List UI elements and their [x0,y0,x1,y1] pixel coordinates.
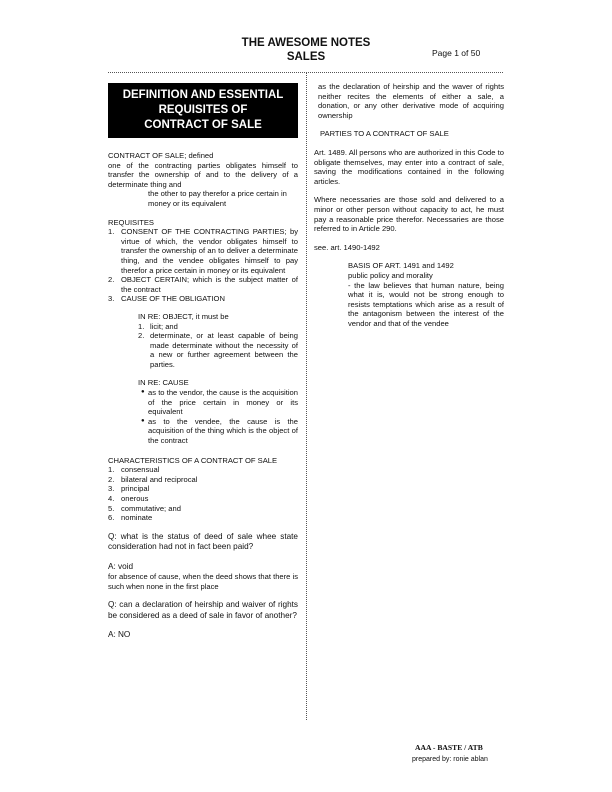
parties-heading: PARTIES TO A CONTRACT OF SALE [320,129,449,139]
necessaries-text: Where necessaries are those sold and delivered to a minor or other person without capacity to act, he must pay a reasonable price therefor. Necessaries are those referred to in Article 290. [314,195,504,234]
object-heading: IN RE: OBJECT, it must be [138,311,229,321]
title-line-2: SALES [286,51,326,63]
article-1489: Art. 1489. All persons who are authorized in this Code to obligate themselves, may enter into a contract of sale, saving the modifications contained in the following articles. [314,147,504,186]
continuation-text: as the declaration of heirship and the waver of rights neither recites the elements of either a sale, a donation, or any other derivative mode of acquiring ownership [318,82,504,120]
footer-prepared-by: prepared by: ronie ablan [412,756,488,763]
list-item: 2. determinate, or at least capable of being made determinate without the necessity of a new or further agreement between the parties. [138,331,298,369]
definition-indent: the other to pay therefor a price certain in money or its equivalent [148,189,287,208]
cause-heading: IN RE: CAUSE [138,378,189,388]
see-article: see. art. 1490-1492 [314,242,380,252]
right-column [314,82,504,328]
list-item: 6. nominate [108,513,153,523]
list-item: 4. onerous [108,494,149,503]
section-banner [108,83,298,138]
list-item: 3. principal [108,484,150,494]
list-item: 2. bilateral and reciprocal [108,474,198,484]
definition-heading: CONTRACT OF SALE; defined [108,151,214,160]
list-item: 1. CONSENT OF THE CONTRACTING PARTIES; by virtue of which, the vendor obligates himself to transfer the ownership of an to deliver a determinate thing, and the vendee obligates himself to pay therefor a price certain in money or its equivalent [108,227,298,275]
list-item: ● as to the vendor, the cause is the acquisition of the price certain in money or its equivalent [141,388,298,417]
requisites-heading: REQUISITES [108,217,154,227]
document-title [0,36,612,64]
column-divider [306,73,307,720]
basis-heading: BASIS OF ART. 1491 and 1492 [348,261,454,271]
answer-1: A: void [108,561,134,571]
basis-text: - the law believes that human nature, being what it is, would not be strong enough to resists temptations which arise as a result of the antagonism between the interest of the vendor and that of the vendee [348,280,504,328]
answer-2: A: NO [108,630,131,640]
list-item: 2. OBJECT CERTAIN; which is the subject matter of the contract [108,275,298,294]
requisites-list [108,227,298,304]
object-list [138,322,298,370]
cause-list [138,388,298,446]
title-line-1: THE AWESOME NOTES [241,37,371,49]
list-item: 1. consensual [108,465,160,475]
question-2: Q: can a declaration of heirship and waiver of rights be considered as a deed of sale in favor of another? [108,600,298,620]
basis-sub: public policy and morality [348,270,433,280]
answer-1-text: for absence of cause, when the deed shows that there is such when none in the first place [108,572,298,591]
banner-line-1: DEFINITION AND ESSENTIAL [122,89,284,101]
banner-line-3: CONTRACT OF SALE [144,119,262,131]
list-item: 1. licit; and [138,321,178,331]
definition-text: one of the contracting parties obligates himself to transfer the ownership of and to the delivery of a determinate thing and [108,160,298,189]
basis-section [314,261,504,328]
left-column [108,151,298,641]
page-number: Page 1 of 50 [432,48,481,58]
characteristics-list [108,465,298,523]
list-item: ● as to the vendee, the cause is the acquisition of the thing which is the object of the contract [141,416,298,446]
list-item: 3. CAUSE OF THE OBLIGATION [108,294,225,304]
footer-authors: AAA - BASTE / ATB [415,743,483,752]
object-section [108,312,298,446]
list-item: 5. commutative; and [108,503,181,513]
question-1: Q: what is the status of deed of sale whee state consideration had not in fact been paid? [108,531,298,552]
banner-line-2: REQUISITES OF [158,104,248,116]
characteristics-heading: CHARACTERISTICS OF A CONTRACT OF SALE [108,455,278,465]
